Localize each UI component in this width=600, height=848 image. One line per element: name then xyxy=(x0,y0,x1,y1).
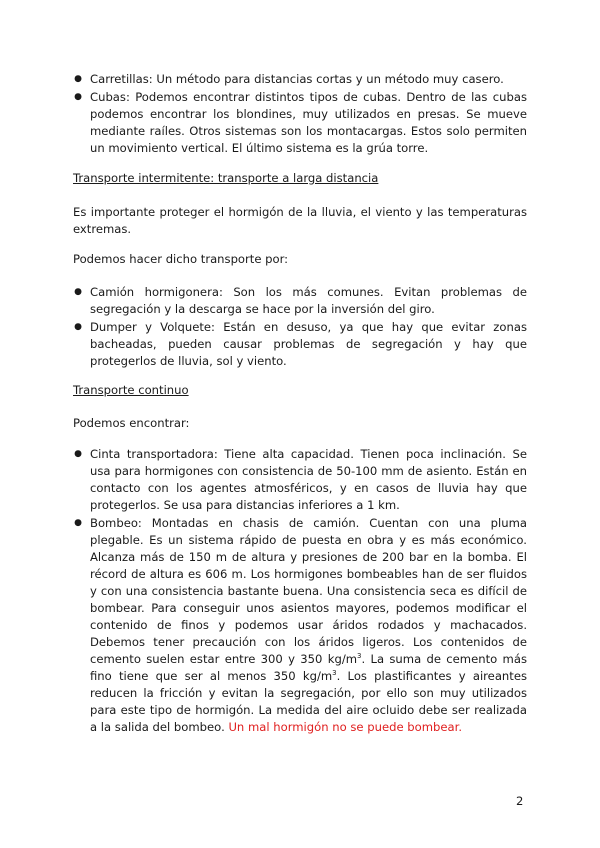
bullet-icon: ● xyxy=(74,287,82,297)
list-item-text: Montadas en chasis de camión. Cuentan con una pluma plegable. Es un sistema rápido de puesta en obra y es más económico. Alcanza más de 150 m de altura y presiones de 200 bar en la bomba. El récord de altura es 606 m. Los hormigones bombeables han de ser fluidos y con una consistencia bastante buena. Una consistencia seca es difícil de bombear. Para conseguir unos asientos mayores, podemos modificar el contenido de finos y podemos usar áridos rodados y machacados. Debemos tener precaución con los áridos ligeros. Los contenidos de cemento suelen estar entre 300 y 350 kg/m xyxy=(90,516,527,666)
list-item-text: Están en desuso, ya que hay que evitar zonas bacheadas, pueden causar problemas de segregación y hay que protegerlos de lluvia, sol y viento. xyxy=(90,320,527,368)
paragraph: Es importante proteger el hormigón de la lluvia, el viento y las temperaturas extremas. xyxy=(73,205,527,236)
list-item-term: Dumper y Volquete: xyxy=(90,320,215,334)
list-item xyxy=(74,71,527,88)
list-item-term: Camión hormigonera: xyxy=(90,285,223,299)
page-number: 2 xyxy=(516,794,524,808)
list-item-text: Tiene alta capacidad. Tienen poca inclinación. Se usa para hormigones con consistencia de 50-100 mm de asiento. Están en contacto con los agentes atmosféricos, y en casos de lluvia hay que protegerlos. Se usa para distancias inferiores a 1 km. xyxy=(90,447,527,512)
highlighted-red-text: Un mal hormigón no se puede bombear. xyxy=(228,720,462,734)
superscript: 3 xyxy=(357,652,362,661)
list-item xyxy=(74,89,527,157)
paragraph: Podemos hacer dicho transporte por: xyxy=(73,252,289,266)
paragraph: Podemos encontrar: xyxy=(73,416,190,430)
section-heading-continuous: Transporte continuo xyxy=(73,383,189,397)
list-item-text: Podemos encontrar distintos tipos de cubas. Dentro de las cubas podemos encontrar los blondines, muy utilizados en presas. Se mueve mediante raíles. Otros sistemas son los montacargas. Estos solo permiten un movimiento vertical. El último sistema es la grúa torre. xyxy=(90,90,527,155)
list-item-text: Un método para distancias cortas y un método muy casero. xyxy=(152,72,504,86)
bullet-icon: ● xyxy=(74,322,82,332)
list-item-text: . La suma de cemento más fino tiene que ser al menos 350 kg/m xyxy=(90,652,527,683)
bullet-list-continuous xyxy=(74,446,527,737)
bullet-icon: ● xyxy=(74,449,82,459)
list-item-term: Cinta transportadora: xyxy=(90,447,218,461)
list-item-text: . Los plastificantes y aireantes reducen la fricción y evitan la segregación, por ello son muy utilizados para este tipo de hormigón. La medida del aire ocluido debe ser realizada a la salida del bombeo. xyxy=(90,669,527,734)
list-item xyxy=(74,319,527,370)
list-item-term: Carretillas: xyxy=(90,72,153,86)
list-item-term: Bombeo: xyxy=(90,516,142,530)
bullet-icon: ● xyxy=(74,518,82,528)
list-item xyxy=(74,515,527,736)
bullet-icon: ● xyxy=(74,92,82,102)
bullet-icon: ● xyxy=(74,74,82,84)
list-item xyxy=(74,284,527,318)
list-item-term: Cubas: xyxy=(90,90,130,104)
list-item-text: Son los más comunes. Evitan problemas de segregación y la descarga se hace por la inversión del giro. xyxy=(90,285,527,316)
superscript: 3 xyxy=(332,669,337,678)
bullet-list-transport-methods xyxy=(74,71,527,158)
list-item xyxy=(74,446,527,514)
bullet-list-intermittent xyxy=(74,284,527,371)
section-heading-intermittent: Transporte intermitente: transporte a larga distancia xyxy=(73,171,379,185)
